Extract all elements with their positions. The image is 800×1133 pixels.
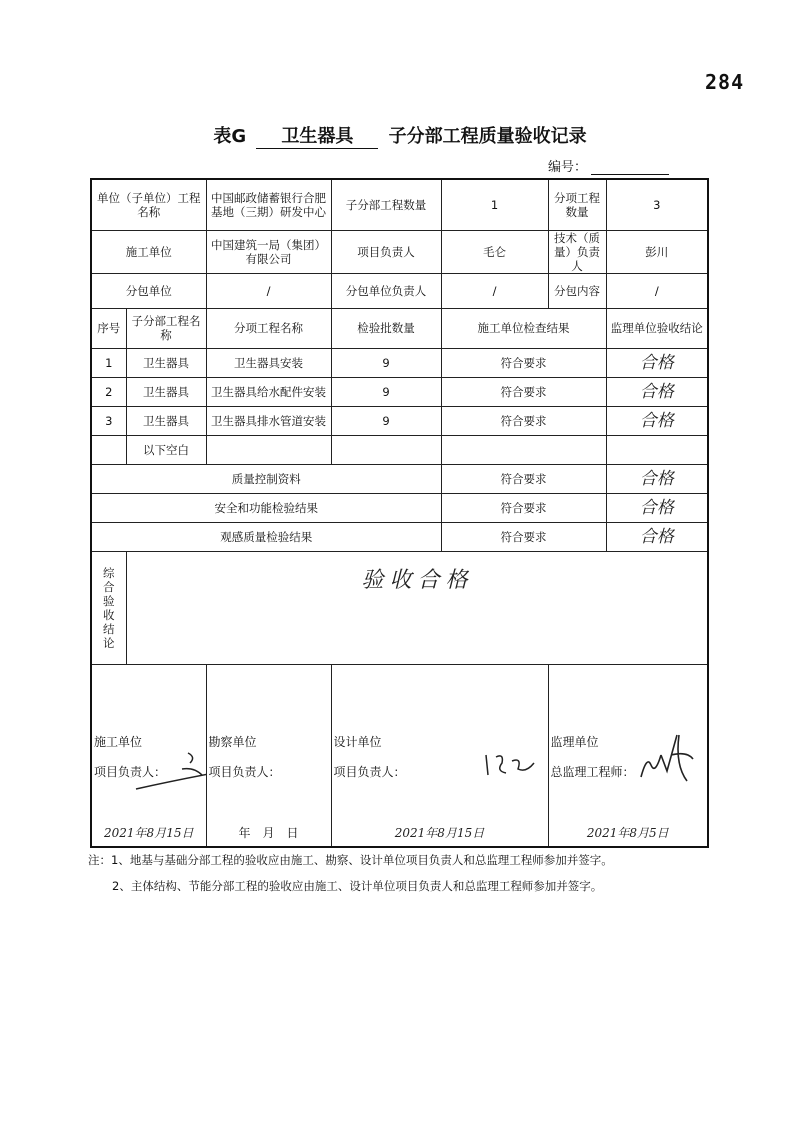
row-acceptance-signature <box>606 435 708 464</box>
summary-label: 质量控制资料 <box>91 464 441 493</box>
row-batch: 9 <box>331 377 441 406</box>
row-acceptance-signature: 合格 <box>606 406 708 435</box>
signature-row <box>91 664 708 847</box>
unit-value: 中国邮政储蓄银行合肥基地（三期）研发中心 <box>206 179 331 230</box>
summary-check: 符合要求 <box>441 522 606 551</box>
signature-date: 2021年8月15日 <box>104 826 194 840</box>
header-row-contractor <box>91 230 708 273</box>
signature-unit: 监理单位 <box>550 734 599 749</box>
pm-label: 项目负责人 <box>331 230 441 273</box>
summary-label: 观感质量检验结果 <box>91 522 441 551</box>
row-sub-name: 以下空白 <box>126 435 206 464</box>
summary-check: 符合要求 <box>441 464 606 493</box>
row-check: 符合要求 <box>441 406 606 435</box>
col-seq: 序号 <box>91 308 126 348</box>
tech-label: 技术（质量）负责人 <box>548 230 606 273</box>
subcontract-content-label: 分包内容 <box>548 273 606 308</box>
col-batch: 检验批数量 <box>331 308 441 348</box>
row-sub-name: 卫生器具 <box>126 348 206 377</box>
col-acceptance: 监理单位验收结论 <box>606 308 708 348</box>
conclusion-label <box>91 551 126 664</box>
row-item-name: 卫生器具排水管道安装 <box>206 406 331 435</box>
signature-role: 项目负责人： <box>94 764 167 779</box>
unit-label: 单位（子单位）工程名称 <box>91 179 206 230</box>
summary-acceptance-signature: 合格 <box>606 464 708 493</box>
subcontract-pm-value: / <box>441 273 548 308</box>
summary-row <box>91 522 708 551</box>
pm-value: 毛仑 <box>441 230 548 273</box>
title-subsection: 卫生器具 <box>256 122 378 149</box>
signature-role: 总监理工程师： <box>550 764 635 779</box>
conclusion-row <box>91 551 708 664</box>
note-1: 注：1、地基与基础分部工程的验收应由施工、勘察、设计单位项目负责人和总监理工程师参加并签字。 <box>88 853 613 867</box>
row-batch <box>331 435 441 464</box>
signature-supervision <box>548 664 708 847</box>
signature-scribble <box>132 747 206 797</box>
item-count-label: 分项工程数量 <box>548 179 606 230</box>
signature-role: 项目负责人： <box>208 764 281 779</box>
signature-design <box>331 664 548 847</box>
signature-construction <box>91 664 206 847</box>
summary-label: 安全和功能检验结果 <box>91 493 441 522</box>
row-check <box>441 435 606 464</box>
summary-row <box>91 464 708 493</box>
acceptance-table <box>90 178 709 848</box>
col-check: 施工单位检查结果 <box>441 308 606 348</box>
sub-count-value: 1 <box>441 179 548 230</box>
conclusion-label-text: 综 合 验 收 结 论 <box>103 565 115 650</box>
row-batch: 9 <box>331 406 441 435</box>
signature-role: 项目负责人： <box>333 764 406 779</box>
page-title <box>0 122 800 149</box>
signature-scribble <box>482 749 542 781</box>
row-seq <box>91 435 126 464</box>
code-field <box>548 156 669 175</box>
code-label: 编号： <box>548 160 588 175</box>
header-row-subcontract <box>91 273 708 308</box>
header-row-unit <box>91 179 708 230</box>
row-sub-name: 卫生器具 <box>126 377 206 406</box>
summary-row <box>91 493 708 522</box>
row-item-name <box>206 435 331 464</box>
signature-unit: 施工单位 <box>94 734 143 749</box>
signature-unit: 设计单位 <box>333 734 382 749</box>
contractor-label: 施工单位 <box>91 230 206 273</box>
sub-count-label: 子分部工程数量 <box>331 179 441 230</box>
summary-acceptance-signature: 合格 <box>606 493 708 522</box>
table-row <box>91 406 708 435</box>
row-seq: 2 <box>91 377 126 406</box>
signature-survey <box>206 664 331 847</box>
tech-value: 彭川 <box>606 230 708 273</box>
col-item-name: 分项工程名称 <box>206 308 331 348</box>
conclusion-cell <box>126 551 708 664</box>
row-check: 符合要求 <box>441 377 606 406</box>
table-row <box>91 435 708 464</box>
title-prefix: 表G <box>213 126 247 147</box>
page-number: 284 <box>705 70 745 94</box>
row-seq: 1 <box>91 348 126 377</box>
code-blank <box>591 160 669 175</box>
row-item-name: 卫生器具安装 <box>206 348 331 377</box>
contractor-value: 中国建筑一局（集团）有限公司 <box>206 230 331 273</box>
table-row <box>91 377 708 406</box>
conclusion-signature: 验收合格 <box>361 567 474 593</box>
row-item-name: 卫生器具给水配件安装 <box>206 377 331 406</box>
subcontract-content-value: / <box>606 273 708 308</box>
row-check: 符合要求 <box>441 348 606 377</box>
row-seq: 3 <box>91 406 126 435</box>
signature-date: 年 月 日 <box>238 826 299 840</box>
item-count-value: 3 <box>606 179 708 230</box>
summary-check: 符合要求 <box>441 493 606 522</box>
column-header-row <box>91 308 708 348</box>
table-row <box>91 348 708 377</box>
title-suffix: 子分部工程质量验收记录 <box>388 126 587 147</box>
row-sub-name: 卫生器具 <box>126 406 206 435</box>
subcontract-pm-label: 分包单位负责人 <box>331 273 441 308</box>
signature-date: 2021年8月5日 <box>586 826 669 840</box>
signature-date: 2021年8月15日 <box>394 826 485 840</box>
note-2: 2、主体结构、节能分部工程的验收应由施工、设计单位项目负责人和总监理工程师参加并签字。 <box>112 879 603 893</box>
subcontract-value: / <box>206 273 331 308</box>
row-acceptance-signature: 合格 <box>606 348 708 377</box>
row-batch: 9 <box>331 348 441 377</box>
summary-acceptance-signature: 合格 <box>606 522 708 551</box>
signature-scribble <box>637 725 697 785</box>
col-sub-name: 子分部工程名称 <box>126 308 206 348</box>
signature-unit: 勘察单位 <box>208 734 257 749</box>
row-acceptance-signature: 合格 <box>606 377 708 406</box>
subcontract-label: 分包单位 <box>91 273 206 308</box>
